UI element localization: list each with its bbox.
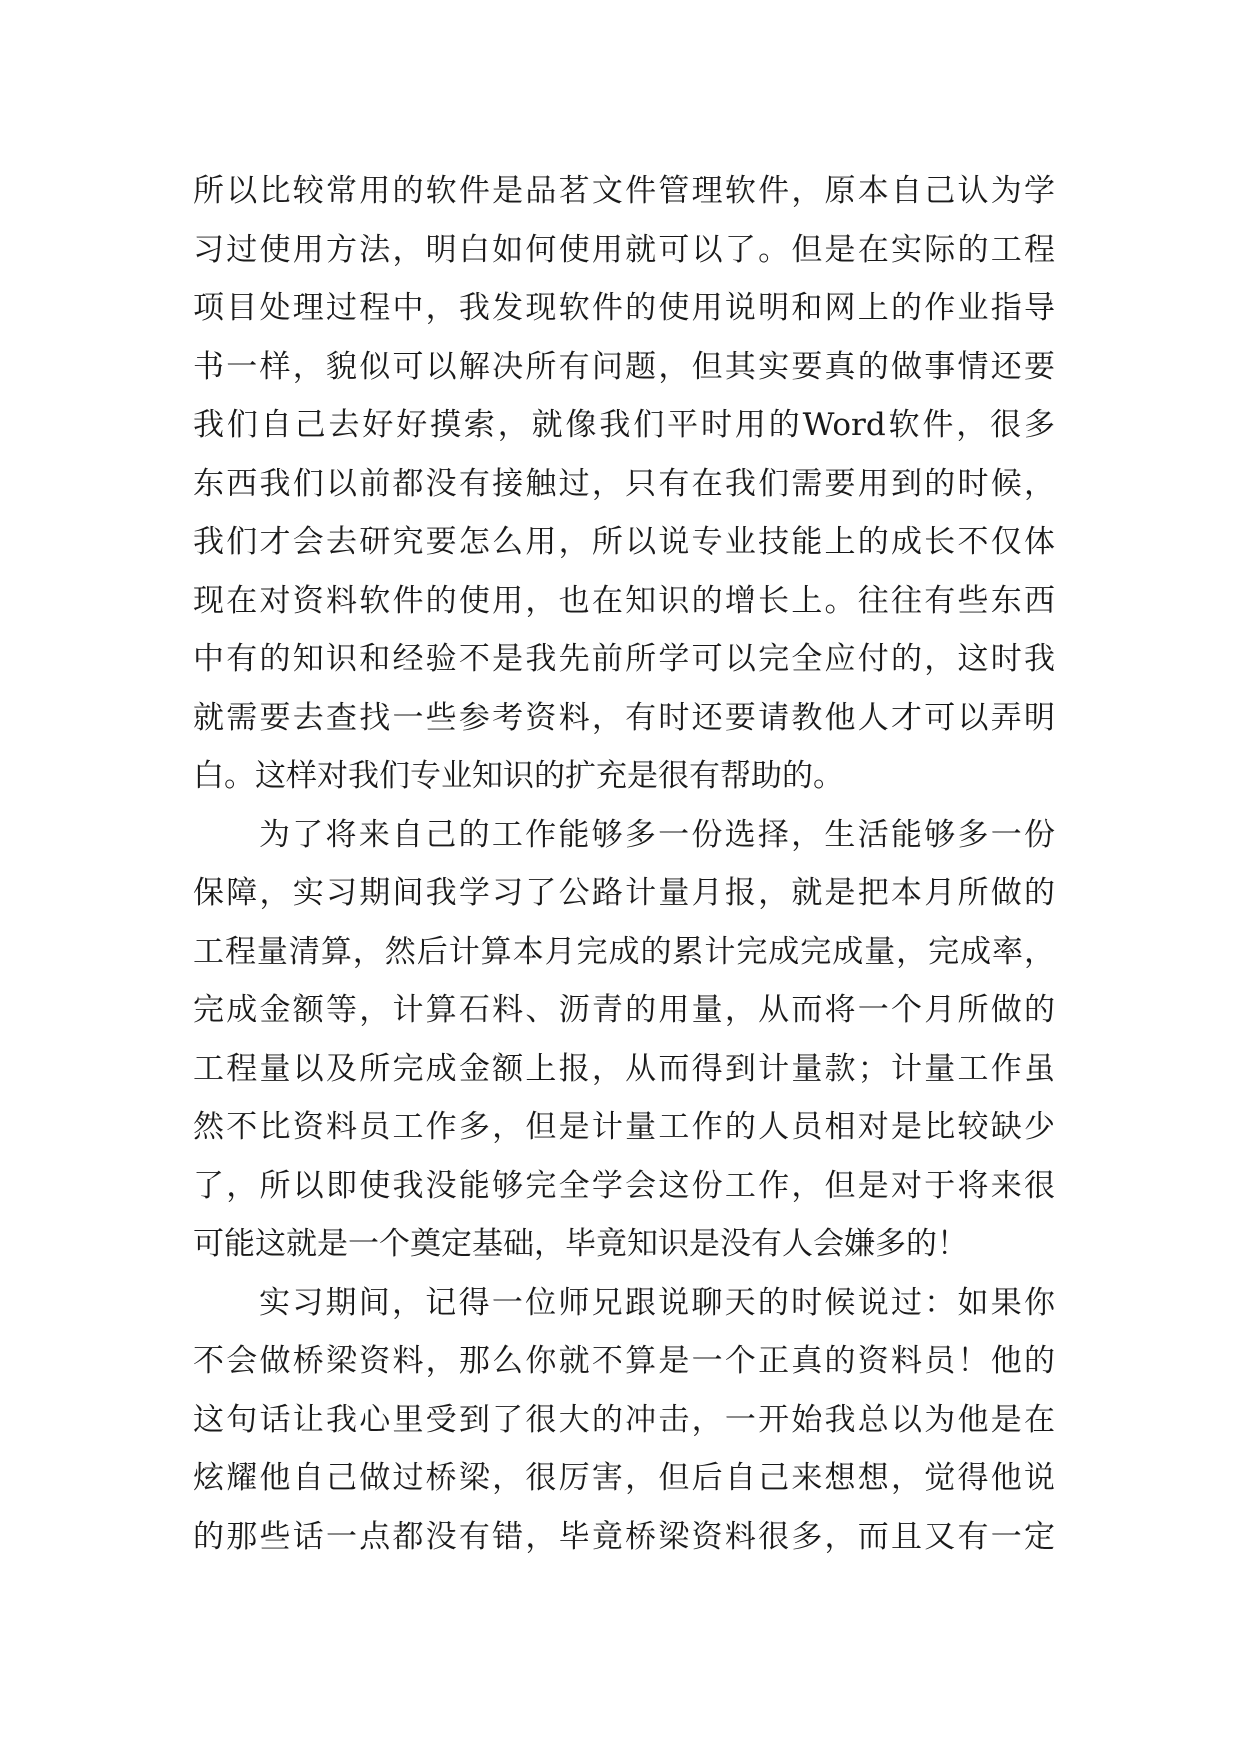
text-line: 项目处理过程中，我发现软件的使用说明和网上的作业指导 [193, 290, 1055, 326]
text-line: 不会做桥梁资料，那么你就不算是一个正真的资料员！他的 [193, 1343, 1055, 1379]
text-line: 习过使用方法，明白如何使用就可以了。但是在实际的工程 [193, 231, 1055, 268]
text-line: 我们才会去研究要怎么用，所以说专业技能上的成长不仅体 [193, 524, 1055, 560]
text-line: 为了将来自己的工作能够多一份选择，生活能够多一份 [259, 816, 1055, 853]
text-line: 可能这就是一个奠定基础，毕竟知识是没有人会嫌多的！ [193, 1226, 968, 1262]
text-line: 工程量以及所完成金额上报，从而得到计量款；计量工作虽 [193, 1050, 1055, 1087]
text-line: 然不比资料员工作多，但是计量工作的人员相对是比较缺少 [193, 1109, 1055, 1145]
text-line: 书一样，貌似可以解决所有问题，但其实要真的做事情还要 [193, 348, 1055, 385]
text-line: 所以比较常用的软件是品茗文件管理软件，原本自己认为学 [193, 173, 1055, 209]
text-line: 我们自己去好好摸索，就像我们平时用的Word软件，很多 [193, 407, 1055, 443]
text-line: 东西我们以前都没有接触过，只有在我们需要用到的时候， [193, 465, 1055, 502]
text-line: 就需要去查找一些参考资料，有时还要请教他人才可以弄明 [193, 699, 1055, 736]
text-line: 实习期间，记得一位师兄跟说聊天的时候说过：如果你 [259, 1284, 1055, 1321]
text-line: 保障，实习期间我学习了公路计量月报，就是把本月所做的 [193, 875, 1055, 911]
text-line: 工程量清算，然后计算本月完成的累计完成完成量，完成率， [193, 933, 1055, 970]
body-text [193, 162, 1055, 1566]
text-line: 这句话让我心里受到了很大的冲击，一开始我总以为他是在 [193, 1401, 1055, 1438]
text-line: 中有的知识和经验不是我先前所学可以完全应付的，这时我 [193, 641, 1055, 677]
text-line: 现在对资料软件的使用，也在知识的增长上。往往有些东西 [193, 582, 1055, 619]
text-line: 白。这样对我们专业知识的扩充是很有帮助的。 [193, 758, 844, 794]
text-line: 了，所以即使我没能够完全学会这份工作，但是对于将来很 [193, 1167, 1055, 1204]
text-line: 炫耀他自己做过桥梁，很厉害，但后自己来想想，觉得他说 [193, 1460, 1055, 1496]
text-line: 的那些话一点都没有错，毕竟桥梁资料很多，而且又有一定 [193, 1518, 1055, 1555]
text-line: 完成金额等，计算石料、沥青的用量，从而将一个月所做的 [193, 992, 1055, 1028]
